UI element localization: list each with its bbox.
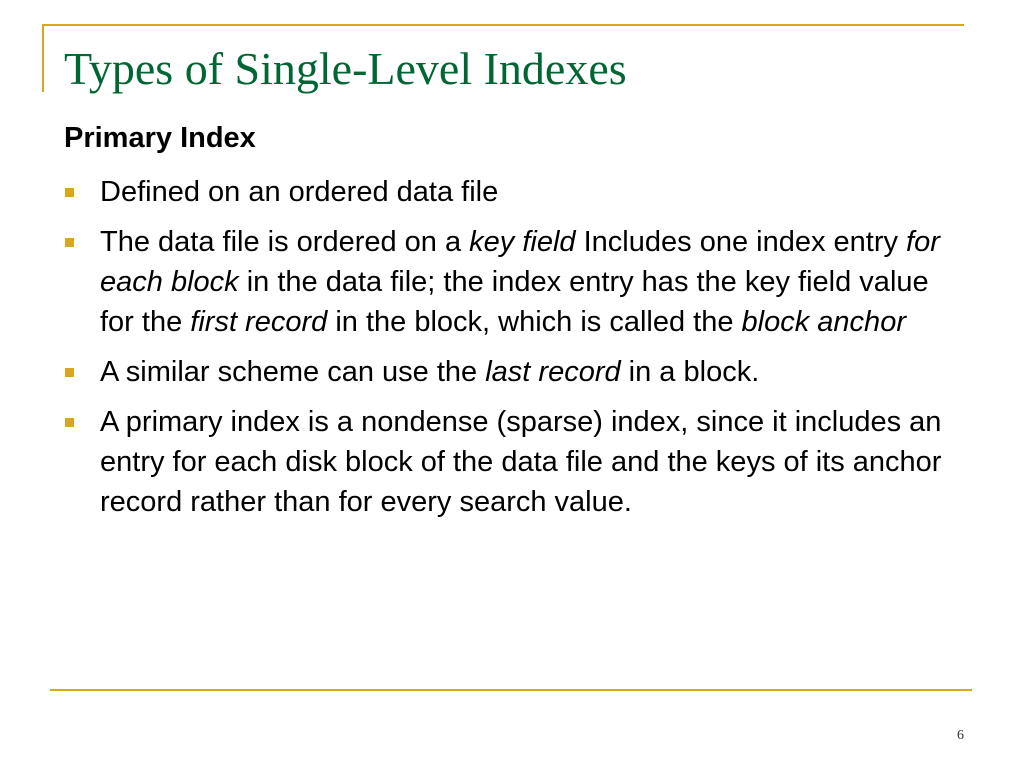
text-segment: A similar scheme can use the (100, 356, 486, 388)
text-segment: Defined on an ordered data file (100, 176, 499, 208)
bullet-item (64, 402, 964, 522)
italic-term: first record (190, 306, 328, 338)
left-frame-line (42, 24, 44, 92)
page-number: 6 (957, 728, 964, 743)
slide-title: Types of Single-Level Indexes (64, 43, 627, 94)
bullet-item (64, 222, 964, 342)
bullet-item (64, 352, 964, 392)
square-bullet-icon (65, 238, 74, 247)
italic-term: block anchor (741, 306, 906, 338)
text-segment: Includes one index entry (575, 226, 907, 258)
square-bullet-icon (65, 188, 74, 197)
bottom-rule-line (50, 689, 972, 691)
italic-term: for each block (100, 226, 940, 298)
square-bullet-icon (65, 418, 74, 427)
italic-term: key field (469, 226, 576, 258)
bullet-text (100, 172, 964, 212)
bullet-text (100, 222, 964, 342)
square-bullet-icon (65, 368, 74, 377)
top-frame-line (42, 24, 964, 26)
text-segment: A primary index is a nondense (sparse) index, since it includes an entry for each disk block of the data file and the keys of its anchor record rather than for every search value. (100, 406, 942, 518)
italic-term: last record (485, 356, 621, 388)
bullet-text (100, 402, 964, 522)
bullet-text (100, 352, 964, 392)
text-segment: in the data file; the index entry has the key field value for the (100, 266, 929, 338)
section-heading: Primary Index (64, 122, 256, 154)
text-segment: in a block. (620, 356, 760, 388)
bullet-item (64, 172, 964, 212)
text-segment: in the block, which is called the (327, 306, 742, 338)
bullet-list (64, 172, 964, 532)
text-segment: The data file is ordered on a (100, 226, 470, 258)
